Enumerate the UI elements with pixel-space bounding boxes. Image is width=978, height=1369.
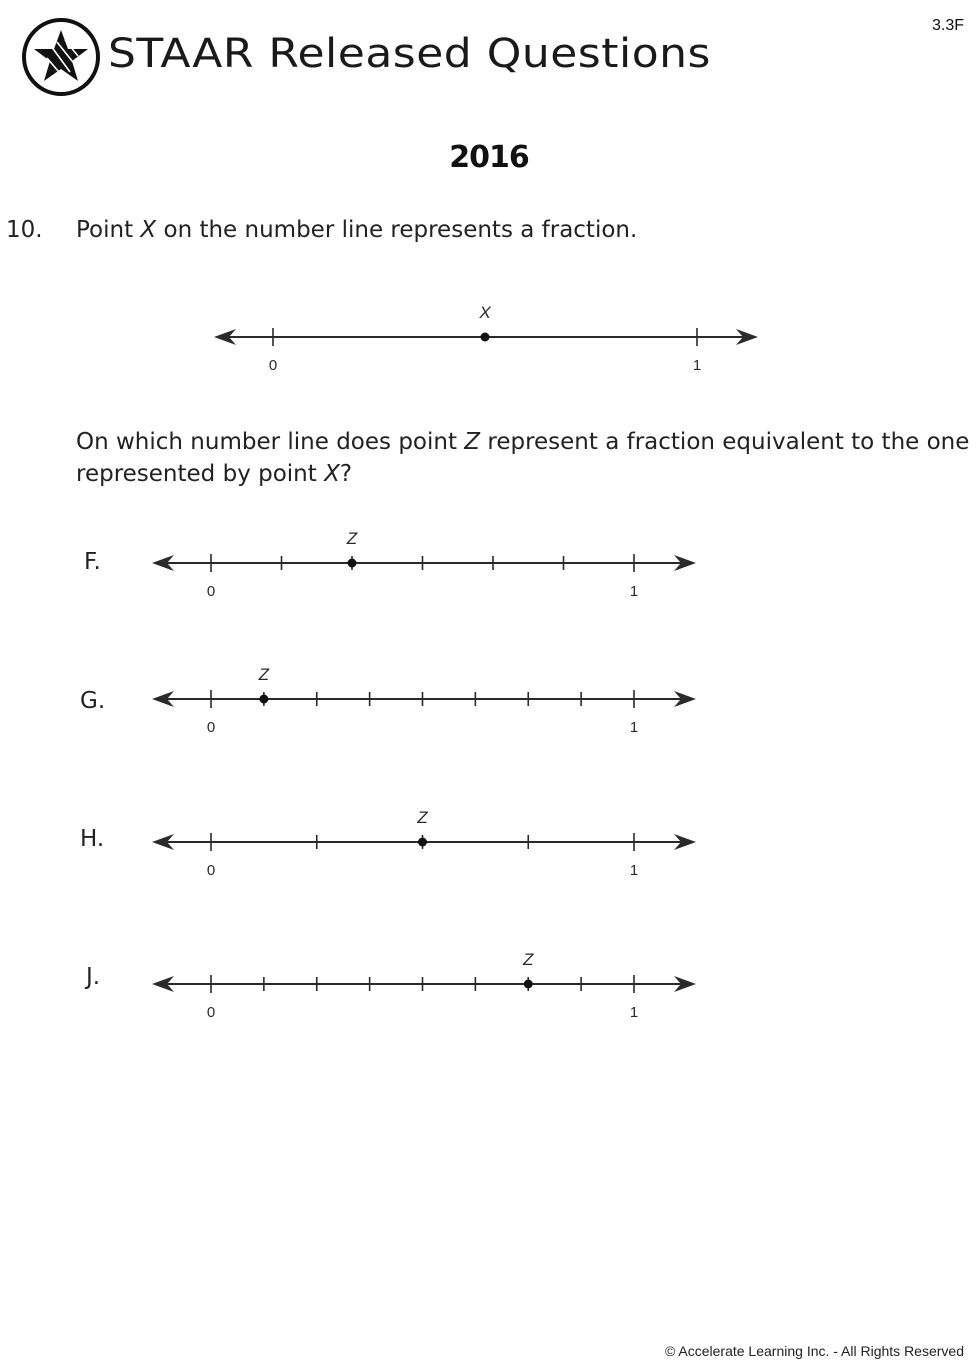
question-stem xyxy=(76,217,637,243)
copyright-footer: © Accelerate Learning Inc. - All Rights Reserved xyxy=(664,1343,964,1359)
point-label: Z xyxy=(417,808,428,827)
point-label: Z xyxy=(523,950,534,969)
choice-f-letter[interactable]: F. xyxy=(84,549,101,575)
prompt-variable-x: X xyxy=(324,461,340,487)
question-prompt xyxy=(76,426,976,490)
point-marker xyxy=(418,838,427,847)
point-label: X xyxy=(479,303,491,322)
point-label: Z xyxy=(258,665,270,684)
star-in-circle-icon xyxy=(20,16,102,98)
tick-label-end: 1 xyxy=(629,583,639,600)
page-title: STAAR Released Questions xyxy=(108,30,711,77)
point-label: Z xyxy=(346,529,358,548)
point-marker xyxy=(347,559,356,568)
tick-label-start: 0 xyxy=(206,862,216,879)
point-marker xyxy=(259,695,268,704)
tick-label-end: 1 xyxy=(692,357,702,374)
tick-label-start: 0 xyxy=(268,357,278,374)
prompt-text-before: On which number line does point xyxy=(76,429,465,455)
year-heading: 2016 xyxy=(449,140,529,175)
choice-h-number-line[interactable] xyxy=(150,803,698,883)
tick-label-start: 0 xyxy=(206,583,216,600)
stem-variable: X xyxy=(140,217,157,243)
choice-g-number-line[interactable] xyxy=(150,660,698,740)
tick-label-start: 0 xyxy=(206,1004,216,1021)
prompt-variable-z: Z xyxy=(464,429,481,455)
choice-f-number-line[interactable] xyxy=(150,524,698,604)
tick-label-end: 1 xyxy=(629,862,639,879)
tick-label-start: 0 xyxy=(206,719,216,736)
standard-code: 3.3F xyxy=(931,17,964,34)
choice-h-letter[interactable]: H. xyxy=(80,826,105,852)
prompt-text-after: ? xyxy=(339,461,353,487)
choice-g-letter[interactable]: G. xyxy=(80,688,106,714)
prompt-text-middle: represent a fraction equivalent to the one represented by point xyxy=(76,429,970,487)
tick-label-end: 1 xyxy=(629,1004,639,1021)
question-number: 10. xyxy=(6,217,43,243)
point-marker xyxy=(524,980,533,989)
stem-text-after: on the number line represents a fraction. xyxy=(156,217,638,243)
tick-label-end: 1 xyxy=(629,719,639,736)
number-line-main xyxy=(212,297,760,377)
stem-text-before: Point xyxy=(76,217,141,243)
choice-j-number-line[interactable] xyxy=(150,945,698,1025)
choice-j-letter[interactable]: J. xyxy=(86,964,101,990)
point-marker xyxy=(481,333,490,342)
